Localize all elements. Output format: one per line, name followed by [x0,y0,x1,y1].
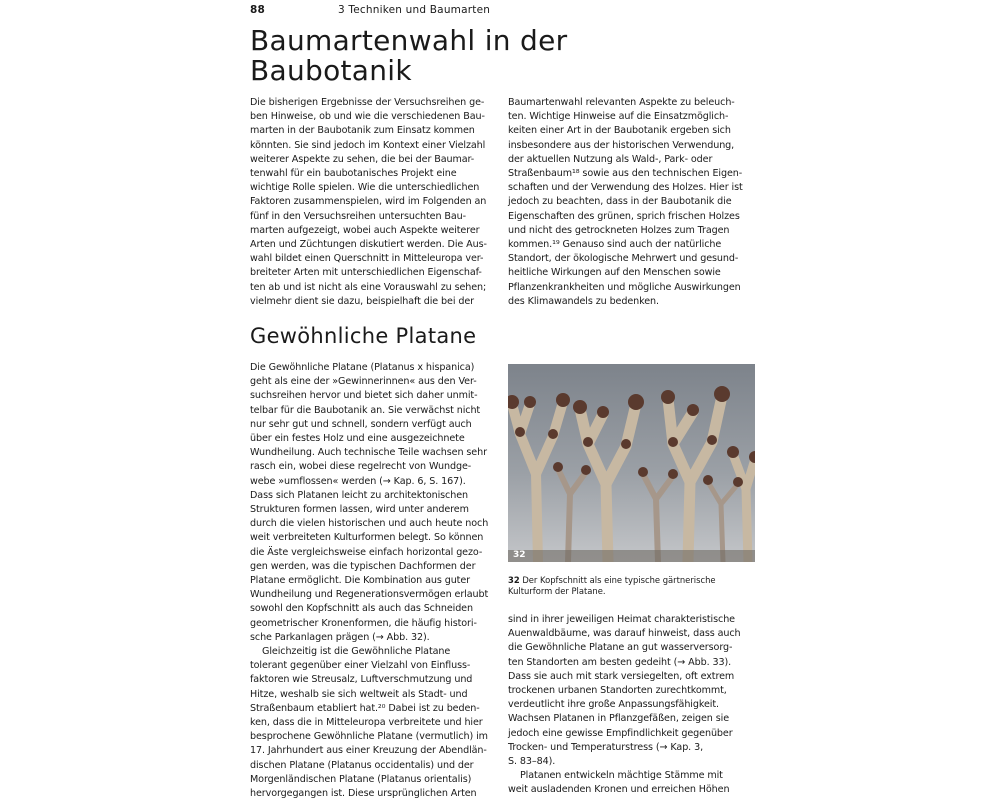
text-line: insbesondere aus der historischen Verwendung, [508,139,735,151]
text-line: die Gewöhnliche Platane an gut wasserversorg- [508,642,733,654]
text-line: wahl bildet einen Querschnitt in Mitteleuropa ver- [250,253,484,265]
text-line: Trocken- und Temperaturstress (→ Kap. 3, [508,741,704,753]
text-line: Arten und Züchtungen diskutiert werden. Die Aus- [250,239,487,251]
plane-tree-photo [508,364,755,562]
text-line: marten aufgezeigt, wobei auch Aspekte weiterer [250,224,480,236]
text-line: rasch ein, wobei diese regelrecht von Wundge- [250,461,472,473]
page-title [250,26,567,86]
intro-left-column [250,96,500,309]
intro-right-column [508,96,763,309]
text-line: tenwahl für ein baubotanisches Projekt eine [250,168,457,180]
text-line: die Äste vergleichsweise einfach horizontal gezo- [250,546,483,558]
text-line: breiteter Arten mit unterschiedlichen Eigenschaf- [250,267,482,279]
section-heading: Gewöhnliche Platane [250,324,477,348]
text-line: geht als eine der »Gewinnerinnen« aus den Ver- [250,376,477,388]
text-line: ten ab und ist nicht als eine Vorauswahl zu sehen; [250,281,487,293]
caption-line [508,575,768,586]
text-line: ten Standorten am besten gedeiht (→ Abb. 33). [508,656,732,668]
text-line: schaften und der Verwendung des Holzes. Hier ist [508,182,743,194]
caption-text: Der Kopfschnitt als eine typische gärtnerische [522,575,716,585]
text-line: Morgenländischen Platane (Platanus orientalis) [250,773,472,785]
text-line: jedoch zu beachten, dass in der Baubotanik die [508,196,732,208]
text-line: ten. Wichtige Hinweise auf die Einsatzmöglich- [508,111,729,123]
text-line: Pflanzenkrankheiten und mögliche Auswirkungen [508,281,741,293]
text-line: 17. Jahrhundert aus einer Kreuzung der Abendlän- [250,745,487,757]
text-line: vielmehr dient sie dazu, beispielhaft die bei der [250,295,474,307]
text-line: marten in der Baubotanik zum Einsatz kommen [250,125,475,137]
page-number: 88 [250,4,266,16]
chapter-header: 3 Techniken und Baumarten [338,4,491,16]
figure-number: 32 [513,550,526,560]
text-line: tolerant gegenüber einer Vielzahl von Einfluss- [250,660,471,672]
text-line: Strukturen formen lassen, wird unter anderem [250,504,469,516]
text-line: Die bisherigen Ergebnisse der Versuchsreihen ge- [250,97,485,108]
text-line: weiterer Aspekte zu sehen, die bei der Baumar- [250,153,475,165]
text-line: Platane ermöglicht. Die Kombination aus guter [250,575,470,587]
text-line: jedoch eine gewisse Empfindlichkeit gegenüber [508,727,733,739]
text-line: wichtige Rolle spielen. Wie die unterschiedlichen [250,182,480,194]
section-right-column [508,613,763,798]
text-line: gen werden, was die typischen Dachformen der [250,560,476,572]
text-line: fünf in den Versuchsreihen untersuchten Bau- [250,210,466,222]
text-line: durch die vielen historischen und auch heute noch [250,518,489,530]
caption-number: 32 [508,575,520,585]
text-line: faktoren wie Streusalz, Luftverschmutzung und [250,674,473,686]
text-line: könnten. Sie sind jedoch im Kontext einer Vielzahl [250,139,486,151]
text-line: sowohl den Kopfschnitt als auch das Schneiden [250,603,473,615]
text-line: Straßenbaum¹⁸ sowie aus den technischen Eigen- [508,168,743,180]
text-line: weit verbreiteten Kulturformen belegt. So können [250,532,484,544]
section-left-column [250,361,500,801]
text-line: Wundheilung. Auch technische Teile wachsen sehr [250,447,487,459]
text-line: des Klimawandels zu bedenken. [508,295,659,307]
text-line: trockenen urbanen Standorten zurechtkommt, [508,685,727,697]
text-line: heitliche Wirkungen auf den Menschen sowie [508,267,721,279]
text-line: geometrischer Kronenformen, die häufig histori- [250,617,477,629]
text-line: hervorgegangen ist. Diese ursprünglichen Arten [250,788,477,800]
title-line: Baumartenwahl in der [250,24,568,57]
ground-strip [508,550,755,562]
text-line: Die Gewöhnliche Platane (Platanus x hispanica) [250,362,475,373]
text-line: Auenwaldbäume, was darauf hinweist, dass auch [508,628,741,640]
text-line: Eigenschaften des grünen, sprich frischen Holzes [508,210,740,222]
text-line: suchsreihen hervor und bietet sich daher unmit- [250,390,478,402]
text-line: Baumartenwahl relevanten Aspekte zu beleuch- [508,97,735,108]
text-line: ben Hinweise, ob und wie die verschiedenen Bau- [250,111,485,123]
text-line: Dass sich Platanen leicht zu architektonischen [250,489,468,501]
text-line: besprochene Gewöhnliche Platane (vermutlich) im [250,731,488,743]
text-line: der aktuellen Nutzung als Wald-, Park- oder [508,153,713,165]
figure-pollarded-plane-trees [508,364,755,562]
text-line: und nicht des getrockneten Holzes zum Tragen [508,224,730,236]
text-line: Wachsen Platanen in Pflanzgefäßen, zeigen sie [508,713,730,725]
text-line: über ein festes Holz und eine ausgezeichnete [250,433,465,445]
figure-caption [508,575,768,597]
text-line: webe »umflossen« werden (→ Kap. 6, S. 167). [250,475,466,487]
text-line: verdeutlicht ihre große Anpassungsfähigkeit. [508,699,719,711]
text-line: sind in ihrer jeweiligen Heimat charakteristische [508,614,735,625]
text-line: Dass sie auch mit stark versiegelten, oft extrem [508,670,735,682]
text-line: Wundheilung und Regenerationsvermögen erlaubt [250,589,489,601]
text-line: Faktoren zusammenspielen, wird im Folgenden an [250,196,487,208]
text-line: telbar für die Baubotanik an. Sie verwächst nicht [250,404,481,416]
text-line: Hitze, weshalb sie sich weltweit als Stadt- und [250,688,468,700]
text-line: kommen.¹⁹ Genauso sind auch der natürliche [508,239,722,251]
caption-line: Kulturform der Platane. [508,586,606,596]
text-line: Straßenbaum etabliert hat.²⁰ Dabei ist zu beden- [250,702,480,714]
text-line: Standort, der ökologische Mehrwert und gesund- [508,253,739,265]
text-line: dischen Platane (Platanus occidentalis) und der [250,759,474,771]
text-line: Platanen entwickeln mächtige Stämme mit [520,770,723,782]
text-line: nur sehr gut und schnell, sondern verfügt auch [250,418,472,430]
text-line: Gleichzeitig ist die Gewöhnliche Platane [262,646,451,658]
text-line: sche Parkanlagen prägen (→ Abb. 32). [250,631,430,643]
text-line: S. 83–84). [508,756,556,768]
text-line: ken, dass die in Mitteleuropa verbreitete und hier [250,717,483,729]
text-line: keiten einer Art in der Baubotanik ergeben sich [508,125,731,137]
title-line: Baubotanik [250,54,412,87]
text-line: weit ausladenden Kronen und erreichen Höhen [508,784,730,796]
